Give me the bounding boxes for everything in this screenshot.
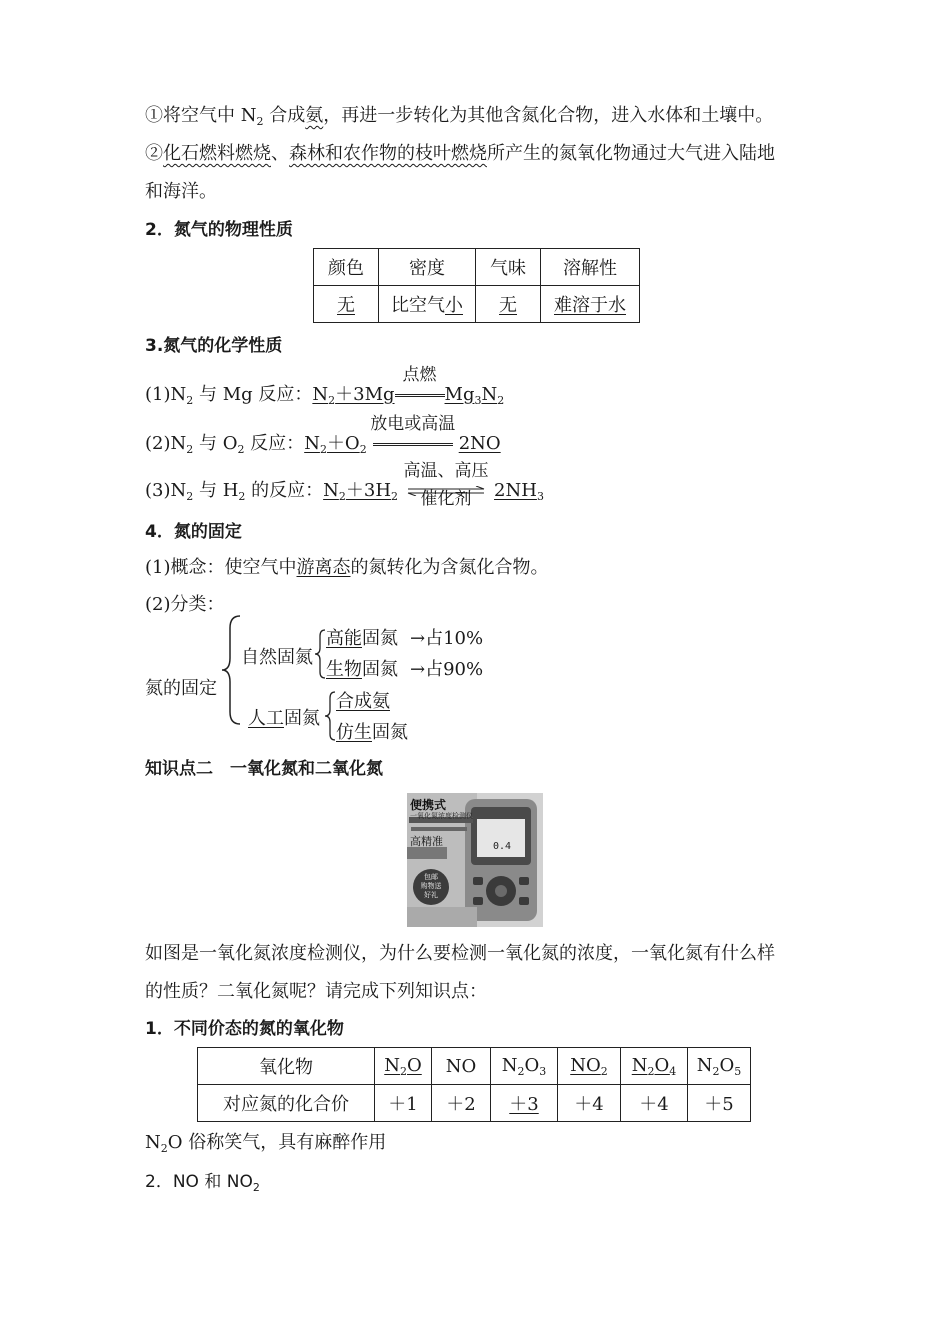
formula: ＋O: [326, 433, 360, 454]
valence-value: ＋4: [639, 1094, 669, 1115]
big-brace-icon: [222, 614, 242, 726]
percentage-note: →占90%: [410, 659, 484, 680]
cell-value: 无: [337, 295, 355, 316]
text: N: [240, 105, 257, 126]
formula-text: O: [654, 1054, 670, 1076]
text: (1)概念：使空气中: [145, 557, 297, 578]
valence-value: ＋2: [446, 1094, 476, 1115]
natural-item-high-energy: [326, 626, 483, 652]
text: 的氮转化为含氮化合物。: [350, 557, 549, 578]
subscript: 2: [319, 443, 327, 456]
section-heading: 1．不同价态的氮的氧化物: [145, 1019, 344, 1039]
paragraph-3: 如图是一氧化氮浓度检测仪，为什么要检测一氧化氮的浓度，一氧化氮有什么样: [145, 943, 775, 964]
table-header: 溶解性: [541, 249, 640, 286]
reaction-condition: [395, 365, 445, 408]
subscript: 2: [712, 1064, 720, 1078]
text: 与 O: [193, 433, 238, 454]
table-cell: [314, 286, 379, 323]
formula: N: [323, 480, 339, 501]
paragraph-1: [145, 103, 773, 135]
text: ，再进一步转化为其他含氮化合物，进入水体和土壤中。: [323, 105, 774, 126]
condition-text: 高温、高压: [403, 461, 489, 481]
text: ①将空气中: [145, 105, 241, 126]
subscript: 2: [252, 1181, 260, 1194]
reaction-condition: [367, 414, 459, 457]
subscript: 2: [160, 1142, 168, 1155]
subscript: 2: [186, 490, 194, 503]
text: 反应：: [244, 433, 305, 454]
text: 固氮: [284, 708, 320, 729]
small-brace-icon: [314, 628, 326, 680]
keyword: 仿生: [336, 722, 372, 743]
text: (2)N: [145, 433, 187, 454]
formula: N: [312, 384, 329, 405]
text: 与 Mg 反应：: [193, 384, 313, 405]
oxide-formula: [502, 1055, 547, 1076]
keyword: 高能: [326, 628, 362, 649]
keyword: 合成氨: [336, 691, 390, 712]
oxide-formula: [632, 1055, 677, 1076]
artificial-item-synthesis: [336, 689, 390, 715]
oxide-cell: [558, 1048, 621, 1085]
subscript: 2: [497, 394, 505, 407]
subscript: 2: [399, 1064, 407, 1078]
oxide-formula: [570, 1055, 608, 1076]
text: 的反应：: [245, 480, 324, 501]
reaction-condition: [398, 461, 494, 509]
subscript: 2: [237, 443, 245, 456]
table-header: 氧化物: [198, 1048, 375, 1085]
text: 2．NO 和 NO: [145, 1172, 253, 1192]
keyword: 人工: [248, 708, 284, 729]
subscript: 2: [359, 443, 367, 456]
formula: ＋3Mg: [335, 384, 395, 405]
paragraph-3-cont: 的性质？二氧化氮呢？请完成下列知识点：: [145, 981, 487, 1002]
oxide-cell: [432, 1048, 491, 1085]
valence-cell: [621, 1085, 688, 1122]
valence-cell: [375, 1085, 432, 1122]
text: 合成: [263, 105, 306, 126]
text: ②: [145, 143, 163, 164]
oxide-formula: [446, 1056, 477, 1077]
oxides-table: [197, 1047, 751, 1122]
formula-text: N: [501, 1054, 518, 1076]
physical-properties-table: [313, 248, 640, 323]
concept-line: [145, 555, 549, 581]
table-cell: [476, 286, 541, 323]
subscript: 2: [338, 490, 346, 503]
oxide-formula: [697, 1055, 742, 1076]
table-header: 对应氮的化合价: [198, 1085, 375, 1122]
text: 、: [271, 143, 289, 164]
natural-fixation-label: 自然固氮: [241, 647, 313, 668]
photo-tag: 高精准: [410, 835, 443, 848]
subscript: 4: [669, 1064, 677, 1078]
section-heading: 3.氮气的化学性质: [145, 336, 283, 356]
oxide-cell: [688, 1048, 751, 1085]
text: (1)N: [145, 384, 187, 405]
text: (3)N: [145, 480, 187, 501]
artificial-item-biomimetic: [336, 720, 408, 746]
photo-reading: 0.4: [493, 841, 512, 852]
valence-cell: [432, 1085, 491, 1122]
text: N: [145, 1132, 161, 1153]
photo-subtitle: 一氧化氮浓度检测仪: [410, 812, 473, 820]
formula: N: [481, 384, 498, 405]
text: 所产生的氮氧化物通过大气进入陆地: [487, 143, 775, 164]
subscript: 2: [238, 490, 246, 503]
oxide-cell: [491, 1048, 558, 1085]
subscript: 2: [600, 1064, 608, 1078]
subscript: 2: [647, 1064, 655, 1078]
photo-badge: 包邮 购物送 好礼: [420, 873, 442, 899]
subscript: 2: [391, 490, 399, 503]
small-brace-icon: [324, 690, 336, 742]
formula: ＋3H: [345, 480, 392, 501]
formula-text: O: [406, 1054, 422, 1076]
subscript: 5: [734, 1064, 742, 1078]
equals-bar: [373, 443, 453, 446]
natural-item-biological: [326, 657, 483, 683]
paragraph-2: [145, 141, 775, 167]
subscript: 2: [186, 394, 194, 407]
text: 固氮: [362, 628, 398, 649]
subscript: 3: [536, 490, 544, 503]
subscript: 2: [256, 115, 264, 128]
section-heading: 4．氮的固定: [145, 522, 242, 542]
formula-text: N: [696, 1054, 713, 1076]
condition-text: 催化剂: [420, 489, 472, 509]
fixation-root: 氮的固定: [145, 678, 217, 699]
subscript: 2: [328, 394, 336, 407]
photo-title: 便携式: [410, 798, 447, 812]
oxide-cell: [621, 1048, 688, 1085]
detector-photo: [407, 793, 543, 927]
formula-text: NO: [570, 1054, 601, 1076]
valence-cell: [558, 1085, 621, 1122]
keyword: 游离态: [296, 557, 351, 578]
equals-bar: [395, 394, 445, 397]
formula-text: N: [384, 1054, 400, 1076]
formula: N: [304, 433, 320, 454]
text: 固氮: [372, 722, 408, 743]
valence-value: ＋1: [388, 1094, 418, 1115]
section-heading: 知识点二 一氧化氮和二氧化氮: [145, 759, 383, 779]
artificial-fixation-label: [248, 706, 320, 732]
cell-value: 无: [499, 295, 517, 316]
formula: 2NH: [494, 480, 537, 501]
valence-value: ＋5: [704, 1094, 734, 1115]
keyword: 化石燃料燃烧: [163, 143, 271, 164]
formula-text: NO: [445, 1055, 477, 1077]
valence-cell: [491, 1085, 558, 1122]
formula-text: N: [631, 1054, 648, 1076]
table-cell: [379, 286, 476, 323]
keyword: 氨: [305, 105, 324, 126]
cell-value: 小: [445, 295, 463, 316]
percentage-note: →占10%: [410, 628, 484, 649]
condition-text: 点燃: [402, 365, 437, 385]
subscript: 2: [186, 443, 194, 456]
valence-cell: [688, 1085, 751, 1122]
table-header: 气味: [476, 249, 541, 286]
text: 固氮: [362, 659, 398, 680]
oxide-cell: [375, 1048, 432, 1085]
cell-value: 难溶于水: [554, 295, 626, 316]
formula: 2NO: [458, 433, 501, 454]
subscript: 2: [517, 1064, 525, 1078]
paragraph-2-cont: 和海洋。: [145, 181, 217, 202]
condition-text: 放电或高温: [370, 414, 456, 434]
classify-label: (2)分类：: [145, 594, 225, 615]
valence-value: ＋3: [509, 1094, 539, 1115]
cell-text: 比空气: [391, 295, 445, 316]
formula-text: O: [719, 1054, 735, 1076]
subscript: 3: [539, 1064, 547, 1078]
formula: Mg: [444, 384, 475, 405]
table-header: 密度: [379, 249, 476, 286]
text: 与 H: [193, 480, 239, 501]
section-heading: [145, 1169, 260, 1201]
valence-value: ＋4: [574, 1094, 604, 1115]
section-heading: 2．氮气的物理性质: [145, 220, 293, 240]
reaction-3: [145, 461, 544, 510]
subscript: 3: [474, 394, 482, 407]
text: O 俗称笑气，具有麻醉作用: [167, 1132, 387, 1153]
reaction-1: [145, 365, 505, 414]
formula-text: O: [524, 1054, 540, 1076]
table-cell: [541, 286, 640, 323]
n2o-note: [145, 1130, 386, 1162]
table-header: 颜色: [314, 249, 379, 286]
oxide-formula: [384, 1055, 422, 1076]
keyword: 森林和农作物的枝叶燃烧: [289, 143, 487, 164]
keyword: 生物: [326, 659, 362, 680]
